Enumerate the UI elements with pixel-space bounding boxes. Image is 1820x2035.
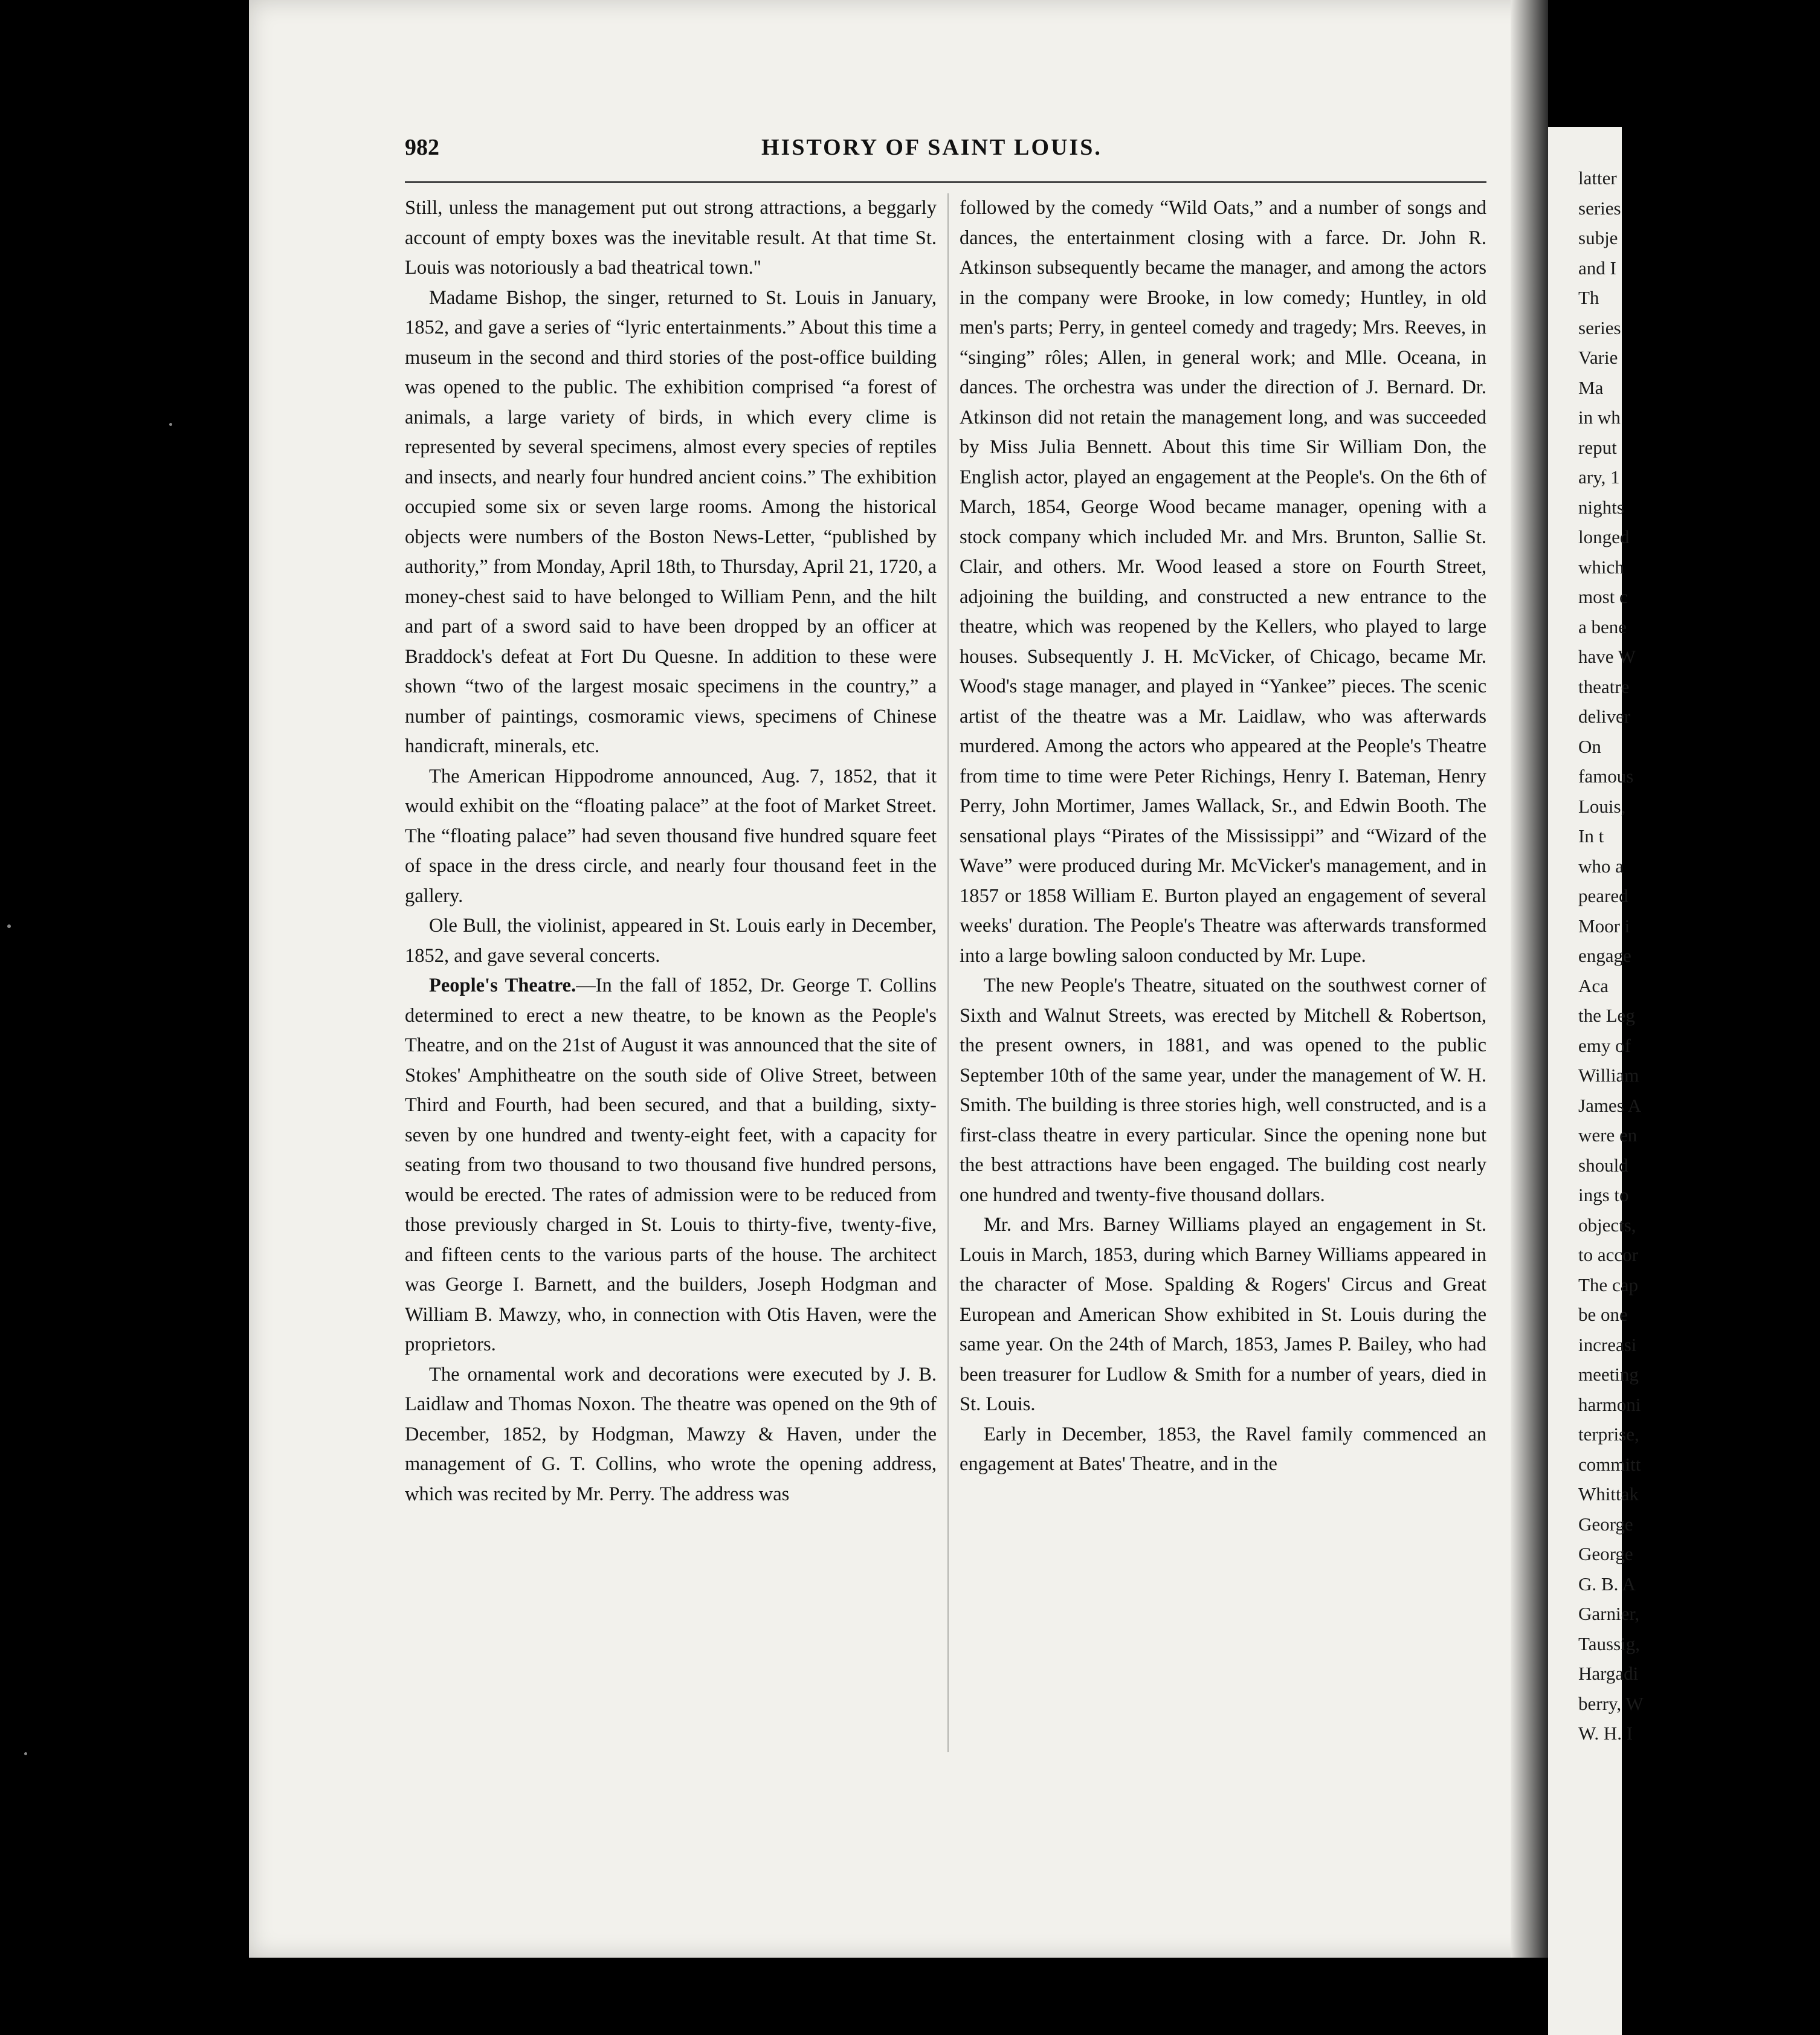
facing-page-line: W. H. I <box>1578 1723 1633 1744</box>
facing-page-line: objects, <box>1578 1214 1636 1236</box>
facing-page-line: On <box>1578 735 1601 757</box>
facing-page-line: the Leg <box>1578 1005 1635 1026</box>
facing-page-line: meeting <box>1578 1364 1639 1385</box>
facing-page-line: In t <box>1578 825 1604 847</box>
facing-page-line: deliver <box>1578 706 1631 727</box>
facing-page-text <box>1578 163 1820 1749</box>
paragraph: The American Hippodrome announced, Aug. 7, 1852, that it would exhibit on the “floating palace” at the foot of Market Street. The “floating palace” had seven thousand five hundred square feet of space in the dress circle, and nearly four thousand feet in the gallery. <box>405 765 937 907</box>
facing-page-line: theatre <box>1578 676 1630 697</box>
facing-page-line: James A <box>1578 1094 1642 1116</box>
paragraph: Madame Bishop, the singer, returned to St. Louis in January, 1852, and gave a series of “lyric entertainments.” About this time a museum in the second and third stories of the post-office building was opened to the public. The exhibition comprised “a forest of animals, a large variety of birds, in which every clime is represented by several specimens, almost every species of reptiles and insects, and nearly four hundred ancient coins.” The exhibition occupied some six or seven large rooms. Among the historical objects were numbers of the Boston News-Letter, “published by authority,” from Monday, April 18th, to Thursday, April 21, 1720, a money-chest said to have belonged to William Penn, and the hilt and part of a sword said to have been dropped by an officer at Braddock's defeat at Fort Du Quesne. In addition to these were shown “two of the largest mosaic specimens in the country,” a number of paintings, cosmoramic views, specimens of Chinese handicraft, minerals, etc. <box>405 286 937 757</box>
header-rule <box>405 181 1486 183</box>
facing-page-line: a bene <box>1578 616 1627 637</box>
facing-page-line: Whittak <box>1578 1483 1639 1504</box>
facing-page-line: committ <box>1578 1453 1641 1475</box>
paragraph: Ole Bull, the violinist, appeared in St. Louis early in December, 1852, and gave several concerts. <box>405 915 937 967</box>
facing-page-line: emy of <box>1578 1034 1631 1056</box>
facing-page-line: terprise, <box>1578 1424 1639 1445</box>
page-title: HISTORY OF SAINT LOUIS. <box>761 135 1102 160</box>
facing-page-line: were en <box>1578 1124 1638 1146</box>
running-head <box>405 134 1553 170</box>
facing-page-line: berry, W <box>1578 1692 1644 1714</box>
facing-page-line: Aca <box>1578 975 1609 996</box>
paragraph: The ornamental work and decorations were executed by J. B. Laidlaw and Thomas Noxon. The theatre was opened on the 9th of December, 1852, by Hodgman, Mawzy & Haven, under the management of G. T. Collins, who wrote the opening address, which was recited by Mr. Perry. The address was <box>405 1363 937 1505</box>
facing-page-line: William <box>1578 1065 1639 1086</box>
facing-page-line: ary, 1 <box>1578 466 1620 488</box>
facing-page-line: Taussig, <box>1578 1633 1641 1654</box>
section-heading: People's Theatre. <box>429 975 576 996</box>
paragraph: Early in December, 1853, the Ravel family commenced an engagement at Bates' Theatre, and in the <box>960 1423 1486 1475</box>
facing-page-fragment <box>1548 127 1644 2035</box>
facing-page-line: be one <box>1578 1304 1628 1325</box>
scan-speck <box>24 1752 27 1755</box>
paragraph-text: —In the fall of 1852, Dr. George T. Collins determined to erect a new theatre, to be known as the People's Theatre, and on the 21st of August it was announced that the site of Stokes' Amphitheatre on the south side of Olive Street, between Third and Fourth, had been secured, and that a building, sixty-seven by one hundred and twenty-eight feet, with a capacity for seating from two thousand to two thousand five hundred persons, would be erected. The rates of admission were to be reduced from those previously charged in St. Louis to thirty-five, twenty-five, and fifteen cents to the various parts of the house. The architect was George I. Barnett, and the builders, Joseph Hodgman and William B. Mawzy, who, in connection with Otis Haven, were the proprietors. <box>405 975 937 1355</box>
facing-page-line: longed <box>1578 526 1630 547</box>
facing-page-line: series <box>1578 317 1621 338</box>
paragraph: Still, unless the management put out strong attractions, a beggarly account of empty boxes was the inevitable result. At that time St. Louis was notoriously a bad theatrical town." <box>405 197 937 279</box>
facing-page-line: in wh <box>1578 407 1621 428</box>
facing-page-line: Th <box>1578 287 1599 308</box>
facing-page-line: nights <box>1578 496 1624 518</box>
facing-page-line: have W <box>1578 646 1636 667</box>
facing-page-line: engage <box>1578 945 1631 966</box>
facing-page-line: who a <box>1578 855 1624 877</box>
facing-page-line: Louis, <box>1578 795 1626 817</box>
scan-speck <box>7 924 11 928</box>
facing-page-line: to accor <box>1578 1244 1638 1265</box>
column-divider <box>947 193 949 1752</box>
facing-page-line: should <box>1578 1154 1628 1176</box>
facing-page-line: Hargadi <box>1578 1663 1639 1684</box>
facing-page-line: Varie <box>1578 347 1618 368</box>
facing-page-line: which <box>1578 556 1624 578</box>
facing-page-line: Ma <box>1578 376 1604 398</box>
facing-page-line: increasi <box>1578 1334 1637 1355</box>
facing-page-line: reput <box>1578 436 1617 458</box>
page-number: 982 <box>405 135 439 160</box>
facing-page-line: Moor i <box>1578 915 1630 937</box>
left-column <box>405 193 937 1509</box>
facing-page-line: peared <box>1578 885 1628 906</box>
facing-page-line: George <box>1578 1513 1633 1535</box>
facing-page-line: harmoni <box>1578 1393 1641 1415</box>
paragraph <box>405 971 937 1360</box>
facing-page-line: The cap <box>1578 1274 1638 1295</box>
facing-page-line: latter <box>1578 167 1617 189</box>
facing-page-line: series <box>1578 197 1621 219</box>
scan-speck <box>169 423 172 426</box>
book-gutter <box>1511 0 1548 1958</box>
right-column <box>960 193 1486 1480</box>
facing-page-line: most c <box>1578 586 1628 607</box>
facing-page-line: famous <box>1578 766 1634 787</box>
facing-page-line: ings to <box>1578 1184 1629 1205</box>
paragraph: followed by the comedy “Wild Oats,” and a number of songs and dances, the entertainment closing with a farce. Dr. John R. Atkinson subsequently became the manager, and among the actors in the company were Brooke, in low comedy; Huntley, in old men's parts; Perry, in genteel comedy and tragedy; Mrs. Reeves, in “singing” rôles; Allen, in general work; and Mlle. Oceana, in dances. The orchestra was under the direction of J. Bernard. Dr. Atkinson did not retain the management long, and was succeeded by Miss Julia Bennett. About this time Sir William Don, the English actor, played an engagement at the People's. On the 6th of March, 1854, George Wood became manager, opening with a stock company which included Mr. and Mrs. Brunton, Sallie St. Clair, and others. Mr. Wood leased a store on Fourth Street, adjoining the building, and constructed a new entrance to the theatre, which was reopened by the Kellers, who played to large houses. Subsequently J. H. McVicker, of Chicago, became Mr. Wood's stage manager, and played in “Yankee” pieces. The scenic artist of the theatre was a Mr. Laidlaw, who was afterwards murdered. Among the actors who appeared at the People's Theatre from time to time were Peter Richings, Henry I. Bateman, Henry Perry, John Mortimer, James Wallack, Sr., and Edwin Booth. The sensational plays “Pirates of the Mississippi” and “Wizard of the Wave” were produced during Mr. McVicker's management, and in 1857 or 1858 William E. Burton played an engagement of several weeks' duration. The People's Theatre was afterwards transformed into a large bowling saloon conducted by Mr. Lupe. <box>960 197 1486 967</box>
facing-page-line: G. B. A <box>1578 1573 1636 1595</box>
facing-page-line: Garnier, <box>1578 1603 1640 1624</box>
facing-page-line: subje <box>1578 227 1618 248</box>
facing-page-line: and I <box>1578 257 1616 279</box>
paragraph: The new People's Theatre, situated on the southwest corner of Sixth and Walnut Streets, was erected by Mitchell & Robertson, the present owners, in 1881, and was opened to the public September 10th of the same year, under the management of W. H. Smith. The building is three stories high, well constructed, and is a first-class theatre in every particular. Since the opening none but the best attractions have been engaged. The building cost nearly one hundred and twenty-five thousand dollars. <box>960 975 1486 1206</box>
facing-page-line: George <box>1578 1543 1633 1564</box>
paragraph: Mr. and Mrs. Barney Williams played an engagement in St. Louis in March, 1853, during which Barney Williams appeared in the character of Mose. Spalding & Rogers' Circus and Great European and American Show exhibited in St. Louis during the same year. On the 24th of March, 1853, James P. Bailey, who had been treasurer for Ludlow & Smith for a number of years, died in St. Louis. <box>960 1214 1486 1415</box>
